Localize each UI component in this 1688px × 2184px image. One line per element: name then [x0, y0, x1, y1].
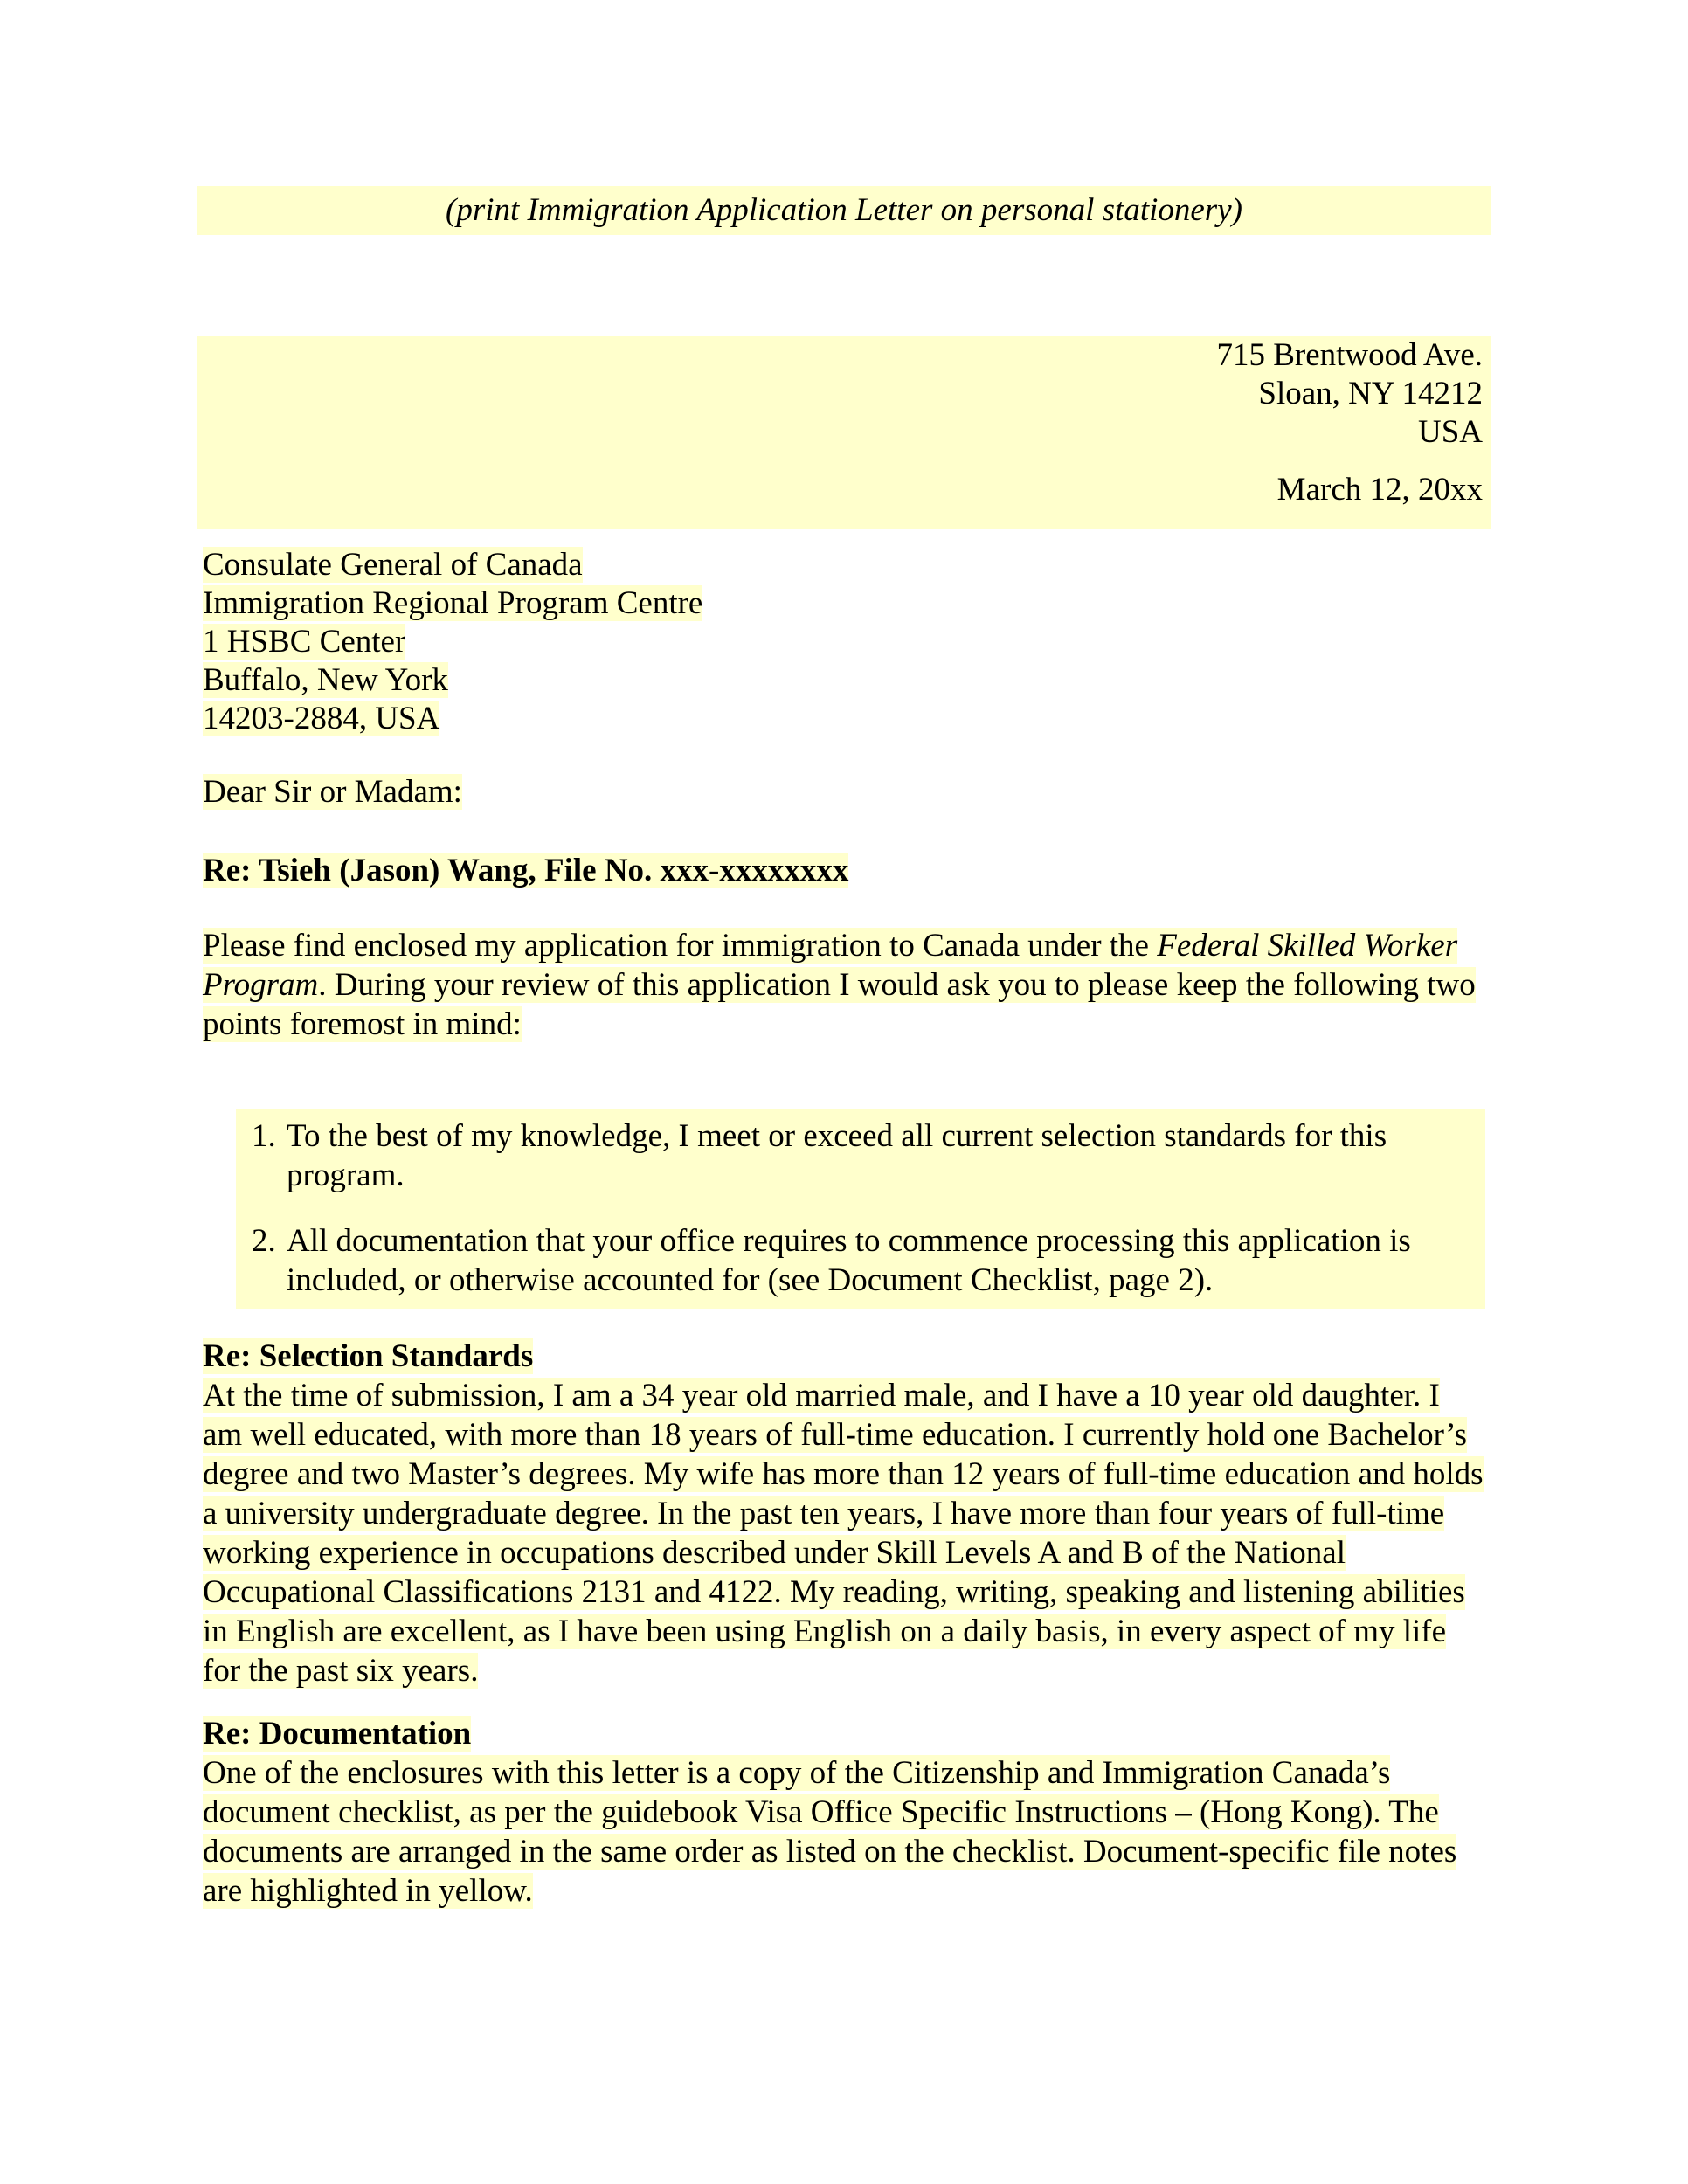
recipient-line-1-text: Consulate General of Canada: [203, 547, 583, 583]
recipient-line-3-text: 1 HSBC Center: [203, 624, 406, 660]
sender-address-line-2: Sloan, NY 14212: [1258, 376, 1483, 411]
section-body: [203, 1376, 1487, 1690]
sender-date-spacer: [197, 452, 1483, 471]
recipient-line-5: [203, 700, 702, 738]
recipient-line-4: [203, 661, 702, 700]
list-item: [236, 1116, 1485, 1195]
recipient-line-5-text: 14203-2884, USA: [203, 701, 440, 736]
salutation-text: Dear Sir or Madam:: [203, 774, 462, 810]
intro-part-2: . During your review of this application I would ask you to please keep the following two points foremost in mind:: [203, 967, 1476, 1042]
section-body-text: At the time of submission, I am a 34 year old married male, and I have a 10 year old daughter. I am well educated, with more than 18 years of full-time education. I currently hold one Bachelor’s degree and two Master’s degrees. My wife has more than 12 years of full-time education and holds a university undergraduate degree. In the past ten years, I have more than four years of full-time working experience in occupations described under Skill Levels A and B of the National Occupational Classifications 2131 and 4122. My reading, writing, speaking and listening abilities in English are excellent, as I have been using English on a daily basis, in every aspect of my life for the past six years.: [203, 1378, 1484, 1689]
letter-date: March 12, 20xx: [1276, 472, 1483, 508]
section-body-text: One of the enclosures with this letter is a copy of the Citizenship and Immigration Canada’s document checklist, as per the guidebook Visa Office Specific Instructions – (Hong Kong). The documents are arranged in the same order as listed on the checklist. Document-specific file notes are highlighted in yellow.: [203, 1755, 1457, 1909]
section-body: [203, 1753, 1487, 1911]
list-item-number: 2.: [252, 1223, 276, 1259]
section-heading-text: Re: Documentation: [203, 1716, 472, 1752]
stationery-note: (print Immigration Application Letter on personal stationery): [446, 192, 1242, 228]
sender-address-line-3: USA: [1417, 414, 1483, 450]
list-item: [236, 1221, 1485, 1300]
list-item-number: 1.: [252, 1118, 276, 1154]
salutation: [203, 773, 462, 812]
section-selection-standards: [203, 1337, 1487, 1690]
subject-line: [203, 852, 848, 890]
intro-paragraph: [203, 926, 1487, 1044]
recipient-line-2: [203, 584, 702, 623]
recipient-line-3: [203, 623, 702, 661]
section-heading: [203, 1714, 1487, 1753]
sender-address-block: [197, 336, 1491, 529]
section-documentation: [203, 1714, 1487, 1911]
section-heading-text: Re: Selection Standards: [203, 1338, 534, 1374]
program-name-italic: Federal Skilled Worker Program: [203, 928, 1458, 1003]
points-list: [236, 1109, 1485, 1309]
subject-line-text: Re: Tsieh (Jason) Wang, File No. xxx-xxxxxxxx: [203, 853, 849, 888]
recipient-line-4-text: Buffalo, New York: [203, 662, 448, 698]
section-heading: [203, 1337, 1487, 1376]
list-item-text: All documentation that your office requires to commence processing this application is included, or otherwise accounted for (see Document Checklist, page 2).: [287, 1223, 1411, 1298]
recipient-address-block: [203, 546, 702, 738]
list-item-text: To the best of my knowledge, I meet or exceed all current selection standards for this program.: [287, 1118, 1387, 1193]
sender-address-line-1: 715 Brentwood Ave.: [1216, 337, 1483, 373]
recipient-line-2-text: Immigration Regional Program Centre: [203, 585, 703, 621]
intro-part-1: Please find enclosed my application for immigration to Canada under the: [203, 928, 1158, 964]
recipient-line-1: [203, 546, 702, 584]
